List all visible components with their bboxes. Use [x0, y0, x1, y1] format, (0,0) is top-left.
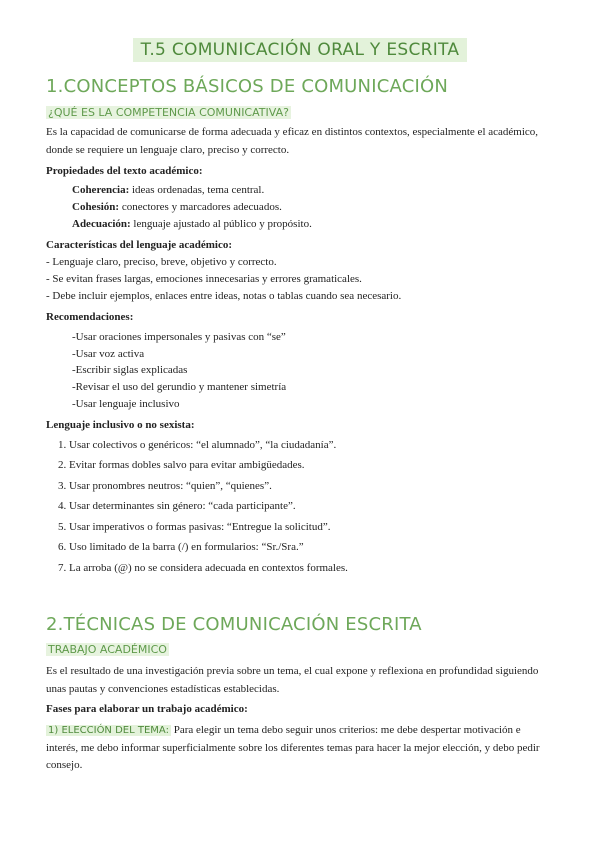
section2-subheading: TRABAJO ACADÉMICO	[48, 643, 167, 656]
page-title: T.5 COMUNICACIÓN ORAL Y ESCRITA	[133, 38, 468, 62]
incl-title: Lenguaje inclusivo o no sexista:	[46, 419, 195, 431]
incl-item: 2. Evitar formas dobles salvo para evitar ambigüedades.	[58, 459, 305, 471]
incl-item: 3. Usar pronombres neutros: “quien”, “quienes”.	[58, 480, 272, 492]
rec-item: -Escribir siglas explicadas	[72, 364, 188, 376]
props-title: Propiedades del texto académico:	[46, 165, 203, 177]
char-item: - Se evitan frases largas, emociones innecesarias y errores gramaticales.	[46, 273, 362, 285]
incl-item: 7. La arroba (@) no se considera adecuada en contextos formales.	[58, 562, 348, 574]
incl-item: 6. Uso limitado de la barra (/) en formularios: “Sr./Sra.”	[58, 541, 304, 553]
rec-item: -Usar lenguaje inclusivo	[72, 398, 180, 410]
rec-title: Recomendaciones:	[46, 311, 134, 323]
phases-title: Fases para elaborar un trabajo académico:	[46, 703, 248, 715]
phase1-paragraph	[46, 722, 546, 775]
char-item: - Lenguaje claro, preciso, breve, objetivo y correcto.	[46, 256, 277, 268]
section1-subheading: ¿QUÉ ES LA COMPETENCIA COMUNICATIVA?	[48, 106, 289, 119]
rec-item: -Usar voz activa	[72, 348, 145, 360]
section2-intro: Es el resultado de una investigación previa sobre un tema, el cual expone y reflexiona en profundidad siguiendo unas pautas y convenciones estadísticas establecidas.	[46, 665, 539, 695]
char-item: - Debe incluir ejemplos, enlaces entre ideas, notas o tablas cuando sea necesario.	[46, 290, 402, 302]
char-title: Características del lenguaje académico:	[46, 239, 233, 251]
rec-item: -Usar oraciones impersonales y pasivas con “se”	[72, 331, 286, 343]
incl-item: 4. Usar determinantes sin género: “cada participante”.	[58, 500, 296, 512]
section2-heading: 2.TÉCNICAS DE COMUNICACIÓN ESCRITA	[46, 614, 422, 635]
phase1-label: 1) ELECCIÓN DEL TEMA:	[48, 725, 169, 736]
phase1-text: Para elegir un tema debo seguir unos criterios: me debe despertar motivación e interés, me debo informar superficialmente sobre los diferentes temas para hacer la mejor elección, y debo pedir consejo.	[46, 724, 540, 771]
rec-item: -Revisar el uso del gerundio y mantener simetría	[72, 381, 287, 393]
prop-item: Cohesión: conectores y marcadores adecuados.	[72, 201, 282, 213]
section1-heading: 1.CONCEPTOS BÁSICOS DE COMUNICACIÓN	[46, 76, 449, 97]
incl-item: 1. Usar colectivos o genéricos: “el alumnado”, “la ciudadanía”.	[58, 439, 337, 451]
prop-item: Adecuación: lenguaje ajustado al público y propósito.	[72, 218, 312, 230]
incl-item: 5. Usar imperativos o formas pasivas: “Entregue la solicitud”.	[58, 521, 331, 533]
section1-intro: Es la capacidad de comunicarse de forma adecuada y eficaz en distintos contextos, especialmente el académico, donde se requiere un lenguaje claro, preciso y correcto.	[46, 126, 539, 156]
prop-item: Coherencia: ideas ordenadas, tema central.	[72, 184, 265, 196]
title-wrapper	[0, 38, 600, 62]
